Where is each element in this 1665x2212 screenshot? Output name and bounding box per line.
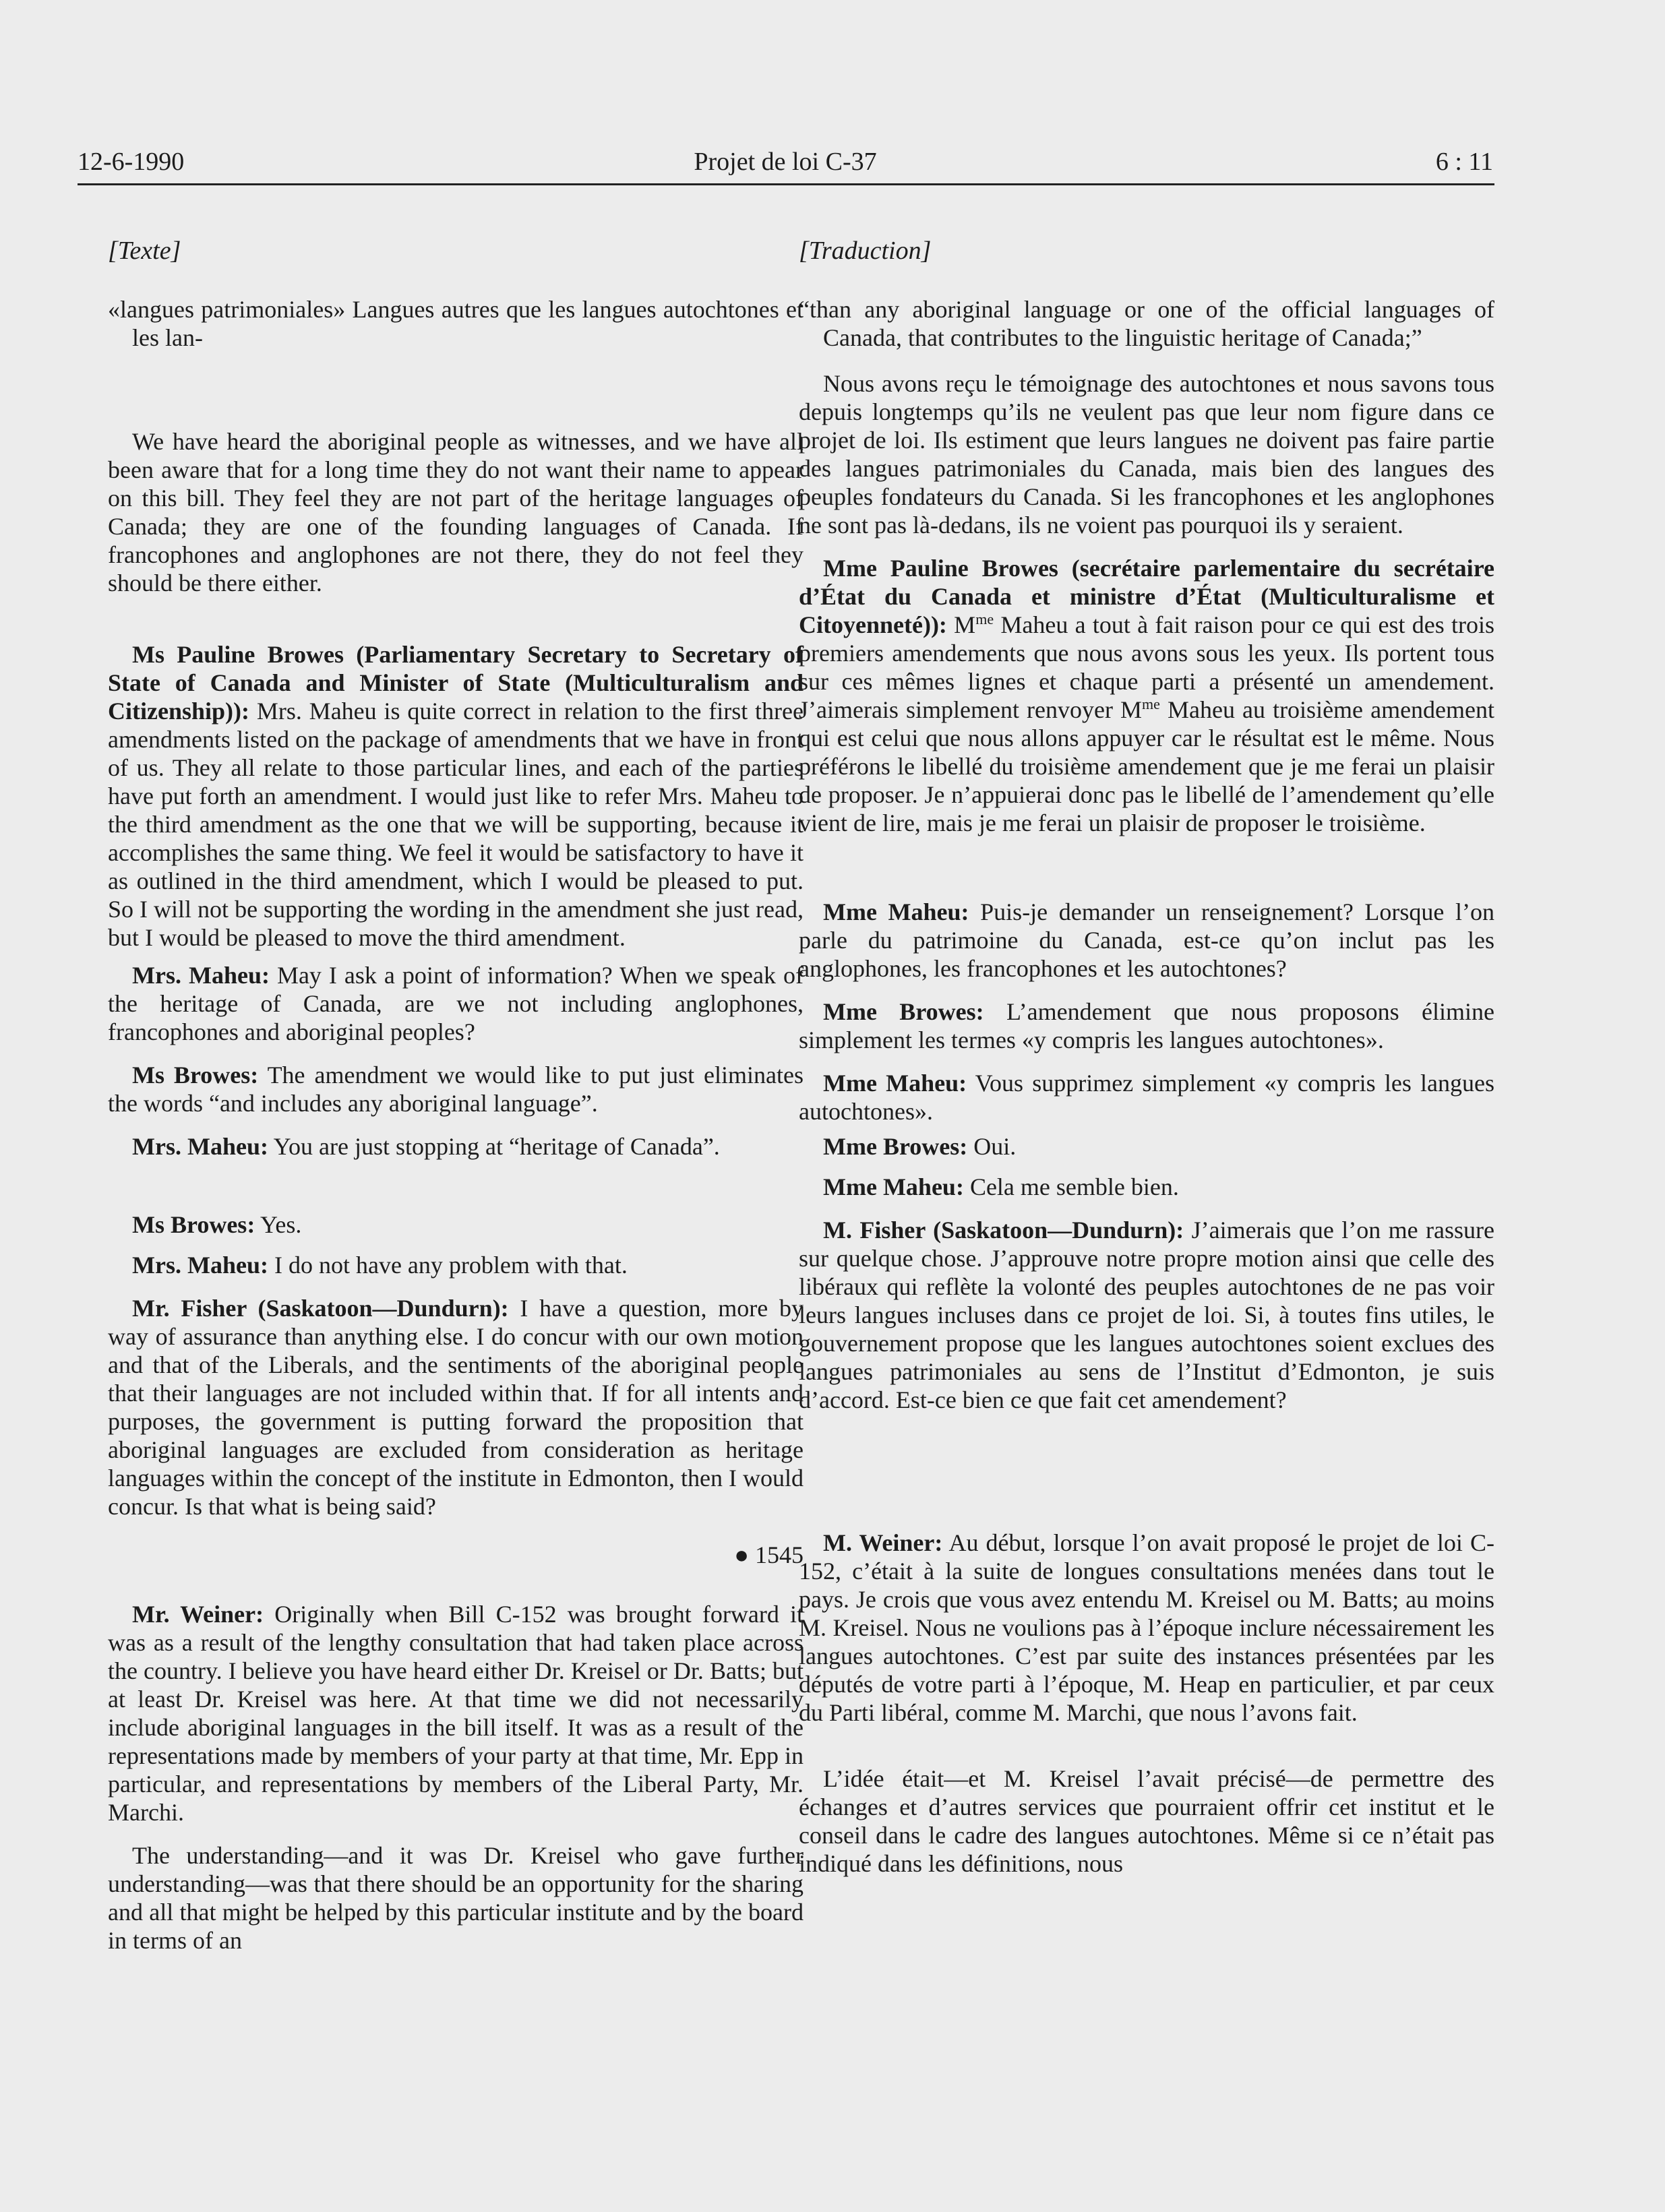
speaker-name: Mme Browes: xyxy=(823,1133,968,1160)
right-column-tag: [Traduction] xyxy=(799,237,932,265)
speech-text: Puis-je demander un renseignement? Lorsque l’on parle du patrimoine du Canada, est-ce qu’on inclut pas les anglophones, les francophones et les autochtones? xyxy=(799,898,1494,982)
speech-text: Vous supprimez simplement «y compris les langues autochtones». xyxy=(799,1070,1495,1125)
right-paragraph-2: Nous avons reçu le témoignage des autochtones et nous savons tous depuis longtemps qu’ils ne veulent pas que leur nom figure dans ce projet de loi. Ils estiment que leurs langues ne doivent pas faire partie des langues patrimoniales du Canada, mais bien des langues des peuples fondateurs du Canada. Si les francophones et les anglophones ne sont pas là-dedans, ils ne voient pas pourquoi ils y seraient. xyxy=(799,370,1494,539)
right-paragraph-maheu-3 xyxy=(799,1173,1494,1201)
speech-text: M xyxy=(946,611,976,638)
right-paragraph-maheu-2 xyxy=(799,1069,1494,1126)
left-paragraph-understanding: The understanding—and it was Dr. Kreisel who gave further understanding—was that there should be an opportunity for the sharing and all that might be helped by this particular institute and by the board in terms of an xyxy=(108,1842,804,1954)
speech-text: I have a question, more by way of assurance than anything else. I do concur with our own motion and that of the Liberals, and the sentiments of the aboriginal people that their languages are not included within that. If for all intents and purposes, the government is putting forward the proposition that aboriginal languages are excluded from consideration as heritage languages within the concept of the institute in Edmonton, then I would concur. Is that what is being said? xyxy=(108,1295,804,1520)
speaker-name: Mme Pauline Browes (secrétaire parlementaire du secrétaire d’État du Canada et ministre d’État (Multiculturalisme et Citoyenneté)): xyxy=(799,555,1494,638)
speech-text: Originally when Bill C-152 was brought forward it was as a result of the lengthy consultation that had taken place across the country. I believe you have heard either Dr. Kreisel or Dr. Batts; but at least Dr. Kreisel was here. At that time we did not necessarily include aboriginal languages in the bill itself. It was as a result of the representations made by members of your party at that time, Mr. Epp in particular, and representations by members of the Liberal Party, Mr. Marchi. xyxy=(108,1601,804,1826)
speech-text: Mrs. Maheu is quite correct in relation to the first three amendments listed on the package of amendments that we have in front of us. They all relate to those particular lines, and each of the parties have put forth an amendment. I would just like to refer Mrs. Maheu to the third amendment as the one that we will be supporting, because it accomplishes the same thing. We feel it would be satisfactory to have it as outlined in the third amendment, which I would be pleased to put. So I will not be supporting the wording in the amendment she just read, but I would be pleased to move the third amendment. xyxy=(108,698,804,951)
left-paragraph-weiner xyxy=(108,1600,804,1826)
left-paragraph-maheu-3 xyxy=(108,1251,804,1279)
speaker-name: Mme Maheu: xyxy=(823,898,969,925)
speaker-name: Mr. Weiner: xyxy=(132,1601,264,1628)
right-column xyxy=(799,229,1494,1878)
left-paragraph-maheu-1 xyxy=(108,961,804,1046)
right-paragraph-maheu-1 xyxy=(799,898,1494,983)
speech-text: L’amendement que nous proposons élimine simplement les termes «y compris les langues autochtones». xyxy=(799,998,1494,1053)
speaker-name: Ms Pauline Browes (Parliamentary Secretary to Secretary of State of Canada and Minister of State (Multiculturalism and Citizenship)): xyxy=(108,641,804,725)
speaker-name: Mr. Fisher (Saskatoon—Dundurn): xyxy=(132,1295,509,1322)
right-paragraph-browes-3 xyxy=(799,1132,1494,1161)
time-marker: ● 1545 xyxy=(734,1541,804,1568)
left-paragraph-definition: «langues patrimoniales» Langues autres que les langues autochtones et les lan- xyxy=(108,296,804,351)
speaker-name: Ms Browes: xyxy=(132,1062,259,1088)
left-paragraph-browes-2 xyxy=(108,1061,804,1117)
right-paragraph-idee: L’idée était—et M. Kreisel l’avait précisé—de permettre des échanges et d’autres services que pourraient offrir cet institut et le conseil dans le cadre des langues autochtones. Même si ce n’était pas indiqué dans les définitions, nous xyxy=(799,1765,1494,1877)
right-paragraph-fisher xyxy=(799,1216,1494,1414)
superscript: me xyxy=(1142,696,1160,712)
speaker-name: Mme Maheu: xyxy=(823,1173,964,1200)
superscript: me xyxy=(975,611,994,627)
speech-text: You are just stopping at “heritage of Canada”. xyxy=(268,1133,720,1160)
right-paragraph-weiner xyxy=(799,1529,1494,1727)
left-paragraph-fisher xyxy=(108,1294,804,1520)
speaker-name: M. Fisher (Saskatoon—Dundurn): xyxy=(823,1217,1184,1243)
speech-text: I do not have any problem with that. xyxy=(268,1252,628,1279)
speaker-name: Mme Maheu: xyxy=(823,1070,967,1097)
speech-text: Oui. xyxy=(967,1133,1017,1160)
left-column-tag: [Texte] xyxy=(108,237,181,265)
speaker-name: M. Weiner: xyxy=(823,1529,943,1556)
speech-text: May I ask a point of information? When we speak of the heritage of Canada, are we not including anglophones, francophones and aboriginal peoples? xyxy=(108,962,804,1045)
speaker-name: Mrs. Maheu: xyxy=(132,962,270,989)
left-paragraph-2: We have heard the aboriginal people as witnesses, and we have all been aware that for a long time they do not want their name to appear on this bill. They feel they are not part of the heritage languages of Canada; they are one of the founding languages of Canada. If francophones and anglophones are not there, they do not feel they should be there either. xyxy=(108,428,804,596)
running-header xyxy=(78,147,1493,187)
speaker-name: Ms Browes: xyxy=(132,1211,255,1238)
right-paragraph-browes-1 xyxy=(799,554,1494,837)
right-paragraph-browes-2 xyxy=(799,997,1494,1054)
right-paragraph-definition: “than any aboriginal language or one of the official languages of Canada, that contributes to the linguistic heritage of Canada;” xyxy=(799,296,1494,351)
speaker-name: Mrs. Maheu: xyxy=(132,1252,268,1279)
speech-text: Au début, lorsque l’on avait proposé le projet de loi C-152, c’était à la suite de longues consultations menées dans tout le pays. Je crois que vous avez entendu M. Kreisel ou M. Batts; au moins M. Kreisel. Nous ne voulions pas à l’époque inclure nécessairement les langues autochtones. C’est par suite des instances présentées par les députés de votre parti à l’époque, M. Heap en particulier, et par ceux du Parti libéral, comme M. Marchi, que nous l’avons fait. xyxy=(799,1529,1494,1726)
header-rule xyxy=(78,183,1494,185)
left-paragraph-browes-3 xyxy=(108,1210,804,1239)
header-title: Projet de loi C-37 xyxy=(694,148,877,176)
left-paragraph-maheu-2 xyxy=(108,1132,804,1161)
speech-text: Cela me semble bien. xyxy=(963,1173,1179,1200)
header-page-number: 6 : 11 xyxy=(1435,148,1493,176)
speech-text: Maheu a tout à fait raison pour ce qui est des trois premiers amendements que nous avons sous les yeux. Ils portent tous sur ces mêmes lignes et chaque parti a présenté un amendement. J’aimerais simplement renvoyer M xyxy=(799,611,1494,723)
speech-text: J’aimerais que l’on me rassure sur quelque chose. J’approuve notre propre motion ainsi que celle des libéraux qui reflète la volonté des peuples autochtones de ne pas voir leurs langues incluses dans ce projet de loi. Si, à toutes fins utiles, le gouvernement propose que les langues autochtones soient exclues des langues patrimoniales au sens de l’Institut d’Edmonton, je suis d’accord. Est-ce bien ce que fait cet amendement? xyxy=(799,1217,1494,1413)
speaker-name: Mrs. Maheu: xyxy=(132,1133,268,1160)
header-date: 12-6-1990 xyxy=(78,148,185,176)
speaker-name: Mme Browes: xyxy=(823,998,984,1025)
speech-text: Yes. xyxy=(255,1211,302,1238)
left-column xyxy=(108,229,804,1955)
left-paragraph-browes-1 xyxy=(108,640,804,952)
speech-text: The amendment we would like to put just eliminates the words “and includes any aboriginal language”. xyxy=(108,1062,804,1117)
speech-text: Maheu au troisième amendement qui est celui que nous allons appuyer car le résultat est le même. Nous préférons le libellé du troisième amendement que je me ferai un plaisir de proposer. Je n’appuierai donc pas le libellé de l’amendement qu’elle vient de lire, mais je me ferai un plaisir de proposer le troisième. xyxy=(799,696,1495,836)
